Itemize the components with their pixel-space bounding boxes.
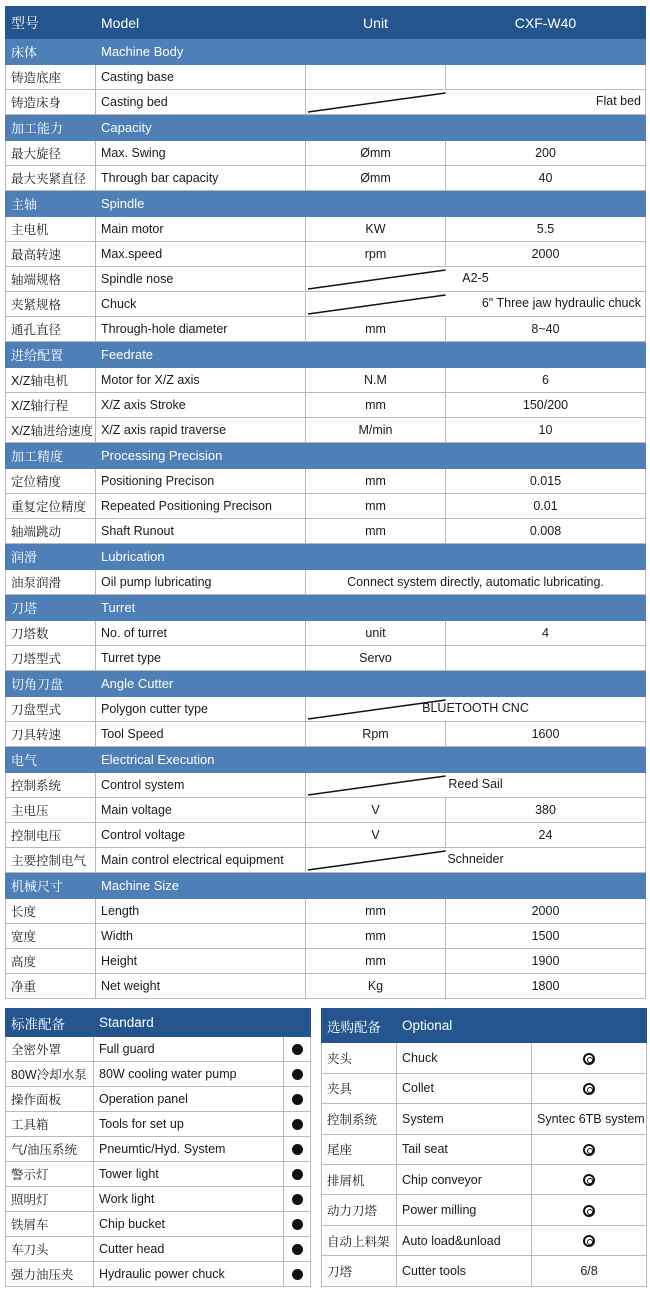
spec-unit: Rpm bbox=[306, 722, 446, 747]
standard-label-en: Full guard bbox=[94, 1037, 284, 1062]
spec-label-en: Through bar capacity bbox=[96, 166, 306, 191]
double-circle-icon bbox=[583, 1205, 595, 1217]
spec-value: Reed Sail bbox=[448, 776, 503, 791]
section-header-row bbox=[6, 191, 646, 217]
optional-label-cn: 尾座 bbox=[322, 1134, 397, 1164]
spec-label-en: Main motor bbox=[96, 217, 306, 242]
section-title-en: Spindle bbox=[96, 191, 646, 217]
list-item bbox=[6, 1037, 311, 1062]
spec-label-en: Main voltage bbox=[96, 798, 306, 823]
spec-label-en: No. of turret bbox=[96, 621, 306, 646]
section-title-en: Capacity bbox=[96, 115, 646, 141]
filled-circle-icon bbox=[292, 1219, 303, 1230]
filled-circle-icon bbox=[292, 1144, 303, 1155]
table-row bbox=[6, 418, 646, 443]
spec-value bbox=[446, 646, 646, 671]
optional-mark-icon bbox=[532, 1073, 647, 1103]
spec-label-cn: X/Z轴进给速度 bbox=[6, 418, 96, 443]
standard-label-cn: 警示灯 bbox=[6, 1162, 94, 1187]
spec-unit: Servo bbox=[306, 646, 446, 671]
spec-slash-cell bbox=[306, 90, 646, 115]
spec-unit: KW bbox=[306, 217, 446, 242]
spec-unit: mm bbox=[306, 899, 446, 924]
spec-unit: mm bbox=[306, 519, 446, 544]
spec-label-en: Spindle nose bbox=[96, 267, 306, 292]
spec-label-cn: X/Z轴电机 bbox=[6, 368, 96, 393]
header-model-cn: 型号 bbox=[6, 7, 96, 39]
section-header-row bbox=[6, 342, 646, 368]
spec-label-cn: 刀盘型式 bbox=[6, 697, 96, 722]
spec-label-cn: 高度 bbox=[6, 949, 96, 974]
table-row bbox=[6, 65, 646, 90]
section-title-en: Turret bbox=[96, 595, 646, 621]
optional-label-cn: 自动上料架 bbox=[322, 1225, 397, 1255]
optional-label-cn: 控制系统 bbox=[322, 1104, 397, 1134]
spec-label-en: Main control electrical equipment bbox=[96, 848, 306, 873]
spec-label-en: Max. Swing bbox=[96, 141, 306, 166]
section-title-cn: 机械尺寸 bbox=[6, 873, 96, 899]
main-spec-table bbox=[5, 6, 646, 999]
spec-label-en: Max.speed bbox=[96, 242, 306, 267]
table-row bbox=[6, 267, 646, 292]
table-row bbox=[6, 494, 646, 519]
optional-equipment-table bbox=[321, 1008, 647, 1287]
standard-label-cn: 80W冷却水泵 bbox=[6, 1062, 94, 1087]
spec-slash-cell bbox=[306, 267, 646, 292]
standard-label-en: 80W cooling water pump bbox=[94, 1062, 284, 1087]
optional-label-en: Power milling bbox=[397, 1195, 532, 1225]
table-row bbox=[6, 899, 646, 924]
spec-label-cn: 控制电压 bbox=[6, 823, 96, 848]
section-title-cn: 加工精度 bbox=[6, 443, 96, 469]
spec-label-en: X/Z axis Stroke bbox=[96, 393, 306, 418]
spec-label-cn: 定位精度 bbox=[6, 469, 96, 494]
optional-mark-icon bbox=[532, 1134, 647, 1164]
optional-label-en: Tail seat bbox=[397, 1134, 532, 1164]
spec-label-cn: 主电机 bbox=[6, 217, 96, 242]
spec-value: 5.5 bbox=[446, 217, 646, 242]
optional-label-cn: 排屑机 bbox=[322, 1165, 397, 1195]
spec-unit: unit bbox=[306, 621, 446, 646]
standard-header-cn: 标准配备 bbox=[6, 1009, 94, 1037]
spec-label-cn: 夹紧规格 bbox=[6, 292, 96, 317]
standard-mark-icon bbox=[284, 1187, 311, 1212]
optional-label-cn: 动力刀塔 bbox=[322, 1195, 397, 1225]
table-row bbox=[6, 798, 646, 823]
spec-label-cn: 主电压 bbox=[6, 798, 96, 823]
table-row bbox=[6, 848, 646, 873]
table-row bbox=[6, 90, 646, 115]
spec-unit: mm bbox=[306, 317, 446, 342]
bottom-tables bbox=[5, 1008, 645, 1287]
list-item bbox=[322, 1195, 647, 1225]
filled-circle-icon bbox=[292, 1119, 303, 1130]
spec-label-cn: 主要控制电气 bbox=[6, 848, 96, 873]
standard-label-en: Operation panel bbox=[94, 1087, 284, 1112]
optional-label-en: Collet bbox=[397, 1073, 532, 1103]
filled-circle-icon bbox=[292, 1169, 303, 1180]
section-header-row bbox=[6, 544, 646, 570]
spec-value: 1800 bbox=[446, 974, 646, 999]
spec-value: 1500 bbox=[446, 924, 646, 949]
list-item bbox=[6, 1212, 311, 1237]
list-item bbox=[6, 1262, 311, 1287]
list-item bbox=[322, 1134, 647, 1164]
spec-label-cn: 刀具转速 bbox=[6, 722, 96, 747]
spec-value: 24 bbox=[446, 823, 646, 848]
list-item bbox=[6, 1062, 311, 1087]
table-row bbox=[6, 974, 646, 999]
list-item bbox=[322, 1225, 647, 1255]
table-row bbox=[6, 368, 646, 393]
optional-label-cn: 夹头 bbox=[322, 1043, 397, 1073]
spec-slash-cell bbox=[306, 848, 646, 873]
optional-note: 6/8 bbox=[532, 1256, 647, 1287]
spec-label-en: Oil pump lubricating bbox=[96, 570, 306, 595]
standard-label-en: Chip bucket bbox=[94, 1212, 284, 1237]
spec-unit: Ømm bbox=[306, 166, 446, 191]
optional-header-en: Optional bbox=[397, 1009, 647, 1043]
spec-value: 6 bbox=[446, 368, 646, 393]
section-title-cn: 润滑 bbox=[6, 544, 96, 570]
spec-unit: mm bbox=[306, 393, 446, 418]
spec-label-cn: 刀塔型式 bbox=[6, 646, 96, 671]
table-row bbox=[6, 697, 646, 722]
section-header-row bbox=[6, 443, 646, 469]
section-header-row bbox=[6, 747, 646, 773]
spec-value: 6" Three jaw hydraulic chuck bbox=[481, 295, 641, 310]
standard-mark-icon bbox=[284, 1162, 311, 1187]
spec-label-cn: 宽度 bbox=[6, 924, 96, 949]
filled-circle-icon bbox=[292, 1244, 303, 1255]
spec-label-cn: 刀塔数 bbox=[6, 621, 96, 646]
spec-label-en: Casting bed bbox=[96, 90, 306, 115]
section-header-row bbox=[6, 873, 646, 899]
spec-label-en: X/Z axis rapid traverse bbox=[96, 418, 306, 443]
spec-label-cn: 铸造底座 bbox=[6, 65, 96, 90]
spec-label-en: Control system bbox=[96, 773, 306, 798]
spec-label-en: Motor for X/Z axis bbox=[96, 368, 306, 393]
spec-slash-cell bbox=[306, 697, 646, 722]
section-title-cn: 加工能力 bbox=[6, 115, 96, 141]
spec-value: Flat bed bbox=[595, 93, 641, 108]
section-title-cn: 切角刀盘 bbox=[6, 671, 96, 697]
table-row bbox=[6, 621, 646, 646]
spec-value: 200 bbox=[446, 141, 646, 166]
section-header-row bbox=[6, 115, 646, 141]
filled-circle-icon bbox=[292, 1044, 303, 1055]
spec-label-en: Chuck bbox=[96, 292, 306, 317]
spec-label-cn: 铸造床身 bbox=[6, 90, 96, 115]
optional-mark-icon bbox=[532, 1043, 647, 1073]
spec-unit bbox=[306, 65, 446, 90]
spec-label-en: Polygon cutter type bbox=[96, 697, 306, 722]
optional-note: Syntec 6TB system bbox=[532, 1104, 647, 1134]
spec-label-cn: 通孔直径 bbox=[6, 317, 96, 342]
double-circle-icon bbox=[583, 1083, 595, 1095]
standard-label-cn: 车刀头 bbox=[6, 1237, 94, 1262]
spec-unit: mm bbox=[306, 924, 446, 949]
spec-unit: V bbox=[306, 823, 446, 848]
spec-value: 150/200 bbox=[446, 393, 646, 418]
standard-mark-icon bbox=[284, 1212, 311, 1237]
spec-value: BLUETOOTH CNC bbox=[422, 700, 529, 715]
spec-value: 0.015 bbox=[446, 469, 646, 494]
filled-circle-icon bbox=[292, 1269, 303, 1280]
spec-value: 2000 bbox=[446, 899, 646, 924]
spec-value: A2-5 bbox=[462, 270, 489, 285]
spec-unit: Ømm bbox=[306, 141, 446, 166]
spec-label-en: Tool Speed bbox=[96, 722, 306, 747]
table-row bbox=[6, 469, 646, 494]
spec-slash-cell bbox=[306, 292, 646, 317]
optional-header-cn: 选购配备 bbox=[322, 1009, 397, 1043]
table-row bbox=[6, 519, 646, 544]
spec-value bbox=[446, 65, 646, 90]
spec-label-en: Height bbox=[96, 949, 306, 974]
spec-slash-cell bbox=[306, 773, 646, 798]
spec-label-cn: 重复定位精度 bbox=[6, 494, 96, 519]
spec-label-en: Net weight bbox=[96, 974, 306, 999]
standard-label-en: Work light bbox=[94, 1187, 284, 1212]
list-item bbox=[322, 1165, 647, 1195]
spec-value: 2000 bbox=[446, 242, 646, 267]
spec-label-en: Control voltage bbox=[96, 823, 306, 848]
list-item bbox=[6, 1162, 311, 1187]
list-item bbox=[322, 1043, 647, 1073]
section-title-en: Angle Cutter bbox=[96, 671, 646, 697]
spec-unit: mm bbox=[306, 949, 446, 974]
section-header-row bbox=[6, 671, 646, 697]
spec-unit: M/min bbox=[306, 418, 446, 443]
table-row bbox=[6, 570, 646, 595]
standard-label-cn: 强力油压夹 bbox=[6, 1262, 94, 1287]
spec-value-merged: Connect system directly, automatic lubricating. bbox=[306, 570, 646, 595]
spec-value: 10 bbox=[446, 418, 646, 443]
spec-value: Schneider bbox=[447, 851, 504, 866]
double-circle-icon bbox=[583, 1235, 595, 1247]
spec-label-cn: 最大旋径 bbox=[6, 141, 96, 166]
table-row bbox=[6, 924, 646, 949]
spec-label-en: Length bbox=[96, 899, 306, 924]
spec-label-en: Width bbox=[96, 924, 306, 949]
double-circle-icon bbox=[583, 1174, 595, 1186]
standard-label-cn: 照明灯 bbox=[6, 1187, 94, 1212]
standard-label-en: Tools for set up bbox=[94, 1112, 284, 1137]
section-title-cn: 主轴 bbox=[6, 191, 96, 217]
section-title-cn: 进给配置 bbox=[6, 342, 96, 368]
standard-mark-icon bbox=[284, 1137, 311, 1162]
table-row bbox=[6, 949, 646, 974]
table-row bbox=[6, 317, 646, 342]
table-row bbox=[6, 141, 646, 166]
double-circle-icon bbox=[583, 1053, 595, 1065]
spec-label-en: Through-hole diameter bbox=[96, 317, 306, 342]
double-circle-icon bbox=[583, 1144, 595, 1156]
header-value: CXF-W40 bbox=[446, 7, 646, 39]
spec-label-en: Turret type bbox=[96, 646, 306, 671]
standard-label-cn: 全密外罩 bbox=[6, 1037, 94, 1062]
optional-header-row bbox=[322, 1009, 647, 1043]
spec-value: 0.008 bbox=[446, 519, 646, 544]
table-row bbox=[6, 217, 646, 242]
standard-header-en: Standard bbox=[94, 1009, 311, 1037]
spec-unit: N.M bbox=[306, 368, 446, 393]
optional-mark-icon bbox=[532, 1165, 647, 1195]
spec-label-en: Shaft Runout bbox=[96, 519, 306, 544]
list-item bbox=[6, 1237, 311, 1262]
optional-label-en: System bbox=[397, 1104, 532, 1134]
spec-unit: mm bbox=[306, 494, 446, 519]
optional-label-cn: 夹具 bbox=[322, 1073, 397, 1103]
standard-label-en: Tower light bbox=[94, 1162, 284, 1187]
section-title-en: Machine Size bbox=[96, 873, 646, 899]
spec-value: 380 bbox=[446, 798, 646, 823]
standard-equipment-table bbox=[5, 1008, 311, 1287]
spec-value: 8~40 bbox=[446, 317, 646, 342]
table-row bbox=[6, 242, 646, 267]
standard-label-cn: 工具箱 bbox=[6, 1112, 94, 1137]
spec-label-cn: 长度 bbox=[6, 899, 96, 924]
spec-label-cn: 轴端跳动 bbox=[6, 519, 96, 544]
spec-label-cn: X/Z轴行程 bbox=[6, 393, 96, 418]
standard-mark-icon bbox=[284, 1237, 311, 1262]
standard-label-cn: 气/油压系统 bbox=[6, 1137, 94, 1162]
spec-unit: mm bbox=[306, 469, 446, 494]
optional-label-en: Chip conveyor bbox=[397, 1165, 532, 1195]
optional-mark-icon bbox=[532, 1225, 647, 1255]
list-item bbox=[322, 1104, 647, 1134]
table-header-row bbox=[6, 7, 646, 39]
standard-mark-icon bbox=[284, 1112, 311, 1137]
list-item bbox=[6, 1112, 311, 1137]
list-item bbox=[6, 1087, 311, 1112]
optional-label-en: Auto load&unload bbox=[397, 1225, 532, 1255]
list-item bbox=[322, 1073, 647, 1103]
optional-label-en: Cutter tools bbox=[397, 1256, 532, 1287]
section-title-en: Lubrication bbox=[96, 544, 646, 570]
spec-label-cn: 净重 bbox=[6, 974, 96, 999]
spec-label-en: Repeated Positioning Precison bbox=[96, 494, 306, 519]
standard-label-en: Cutter head bbox=[94, 1237, 284, 1262]
section-header-row bbox=[6, 39, 646, 65]
standard-label-en: Pneumtic/Hyd. System bbox=[94, 1137, 284, 1162]
spec-value: 40 bbox=[446, 166, 646, 191]
standard-mark-icon bbox=[284, 1062, 311, 1087]
standard-mark-icon bbox=[284, 1262, 311, 1287]
section-title-en: Electrical Execution bbox=[96, 747, 646, 773]
table-row bbox=[6, 646, 646, 671]
spec-label-cn: 油泵润滑 bbox=[6, 570, 96, 595]
spec-value: 0.01 bbox=[446, 494, 646, 519]
table-row bbox=[6, 393, 646, 418]
spec-label-cn: 轴端规格 bbox=[6, 267, 96, 292]
section-title-cn: 电气 bbox=[6, 747, 96, 773]
table-row bbox=[6, 722, 646, 747]
spec-unit: rpm bbox=[306, 242, 446, 267]
section-title-cn: 刀塔 bbox=[6, 595, 96, 621]
filled-circle-icon bbox=[292, 1094, 303, 1105]
filled-circle-icon bbox=[292, 1069, 303, 1080]
spec-unit: Kg bbox=[306, 974, 446, 999]
spec-value: 1600 bbox=[446, 722, 646, 747]
standard-mark-icon bbox=[284, 1087, 311, 1112]
spec-value: 1900 bbox=[446, 949, 646, 974]
spec-label-en: Positioning Precison bbox=[96, 469, 306, 494]
standard-label-en: Hydraulic power chuck bbox=[94, 1262, 284, 1287]
standard-mark-icon bbox=[284, 1037, 311, 1062]
section-title-cn: 床体 bbox=[6, 39, 96, 65]
section-header-row bbox=[6, 595, 646, 621]
list-item bbox=[6, 1187, 311, 1212]
standard-label-cn: 操作面板 bbox=[6, 1087, 94, 1112]
spec-value: 4 bbox=[446, 621, 646, 646]
section-title-en: Machine Body bbox=[96, 39, 646, 65]
table-row bbox=[6, 166, 646, 191]
standard-label-cn: 铁屑车 bbox=[6, 1212, 94, 1237]
header-unit: Unit bbox=[306, 7, 446, 39]
spec-label-en: Casting base bbox=[96, 65, 306, 90]
table-row bbox=[6, 773, 646, 798]
header-model-en: Model bbox=[96, 7, 306, 39]
list-item bbox=[6, 1137, 311, 1162]
section-title-en: Processing Precision bbox=[96, 443, 646, 469]
table-row bbox=[6, 292, 646, 317]
table-row bbox=[6, 823, 646, 848]
filled-circle-icon bbox=[292, 1194, 303, 1205]
list-item bbox=[322, 1256, 647, 1287]
optional-mark-icon bbox=[532, 1195, 647, 1225]
spec-unit: V bbox=[306, 798, 446, 823]
optional-label-en: Chuck bbox=[397, 1043, 532, 1073]
section-title-en: Feedrate bbox=[96, 342, 646, 368]
spec-label-cn: 最大夹紧直径 bbox=[6, 166, 96, 191]
optional-label-cn: 刀塔 bbox=[322, 1256, 397, 1287]
spec-label-cn: 控制系统 bbox=[6, 773, 96, 798]
standard-header-row bbox=[6, 1009, 311, 1037]
spec-label-cn: 最高转速 bbox=[6, 242, 96, 267]
